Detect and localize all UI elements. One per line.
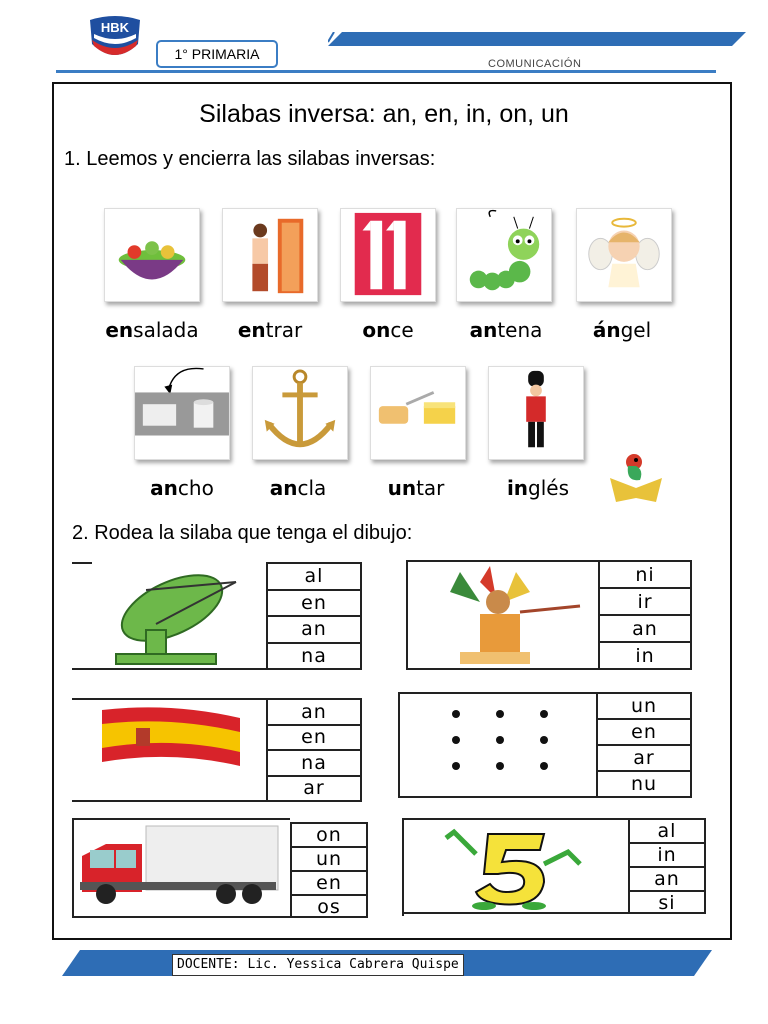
syllable-option[interactable]: en <box>292 872 366 896</box>
word-ancho: ancho <box>150 476 214 500</box>
syllable-table-3 <box>266 698 362 802</box>
frame-line <box>400 796 596 798</box>
number-eleven-icon <box>340 208 436 302</box>
frame-line <box>408 668 598 670</box>
woman-entering-door-icon <box>222 208 318 302</box>
teacher-label: DOCENTE: Lic. Yessica Cabrera Quispe <box>172 954 464 976</box>
syllable-option[interactable]: un <box>292 848 366 872</box>
syllable-option[interactable]: al <box>630 820 704 844</box>
native-chief-icon <box>420 562 586 668</box>
angel-icon <box>576 208 672 302</box>
frame-line <box>398 692 400 798</box>
syllable-option[interactable]: en <box>268 591 360 618</box>
word-entrar: entrar <box>237 318 303 342</box>
frame-line <box>404 818 628 820</box>
syllable-option[interactable]: in <box>630 844 704 868</box>
syllable-table-4 <box>596 692 692 798</box>
subject-label: COMUNICACIÓN <box>488 58 582 70</box>
instruction-2: 2. Rodea la silaba que tenga el dibujo: <box>72 522 413 544</box>
syllable-option[interactable]: en <box>268 726 360 752</box>
word-angel: ángel <box>592 318 652 342</box>
syllable-option[interactable]: nu <box>630 773 658 795</box>
syllable-option[interactable]: al <box>268 564 360 591</box>
syllable-option[interactable]: os <box>317 896 341 918</box>
syllable-table-2 <box>598 560 692 670</box>
wide-rolls-icon <box>134 366 230 460</box>
syllable-option[interactable]: ni <box>600 562 690 589</box>
instruction-1: 1. Leemos y encierra las silabas inversas: <box>64 148 436 170</box>
satellite-dish-icon <box>86 564 256 668</box>
english-guard-icon <box>488 366 584 460</box>
butter-bread-icon <box>370 366 466 460</box>
frame-line <box>404 912 628 914</box>
syllable-option[interactable]: si <box>658 892 676 914</box>
frame-line <box>400 692 596 694</box>
spain-flag-icon <box>96 706 246 770</box>
syllable-option[interactable]: an <box>630 868 704 892</box>
grade-label: 1° PRIMARIA <box>156 40 278 68</box>
syllable-option[interactable]: ar <box>598 746 690 772</box>
parrot-book-icon <box>606 448 666 504</box>
syllable-option[interactable]: na <box>268 751 360 777</box>
anchor-icon <box>252 366 348 460</box>
frame-line <box>72 668 266 670</box>
syllable-option[interactable]: in <box>635 644 655 667</box>
word-untar: untar <box>387 476 445 500</box>
frame-line <box>406 560 408 670</box>
word-ancla: ancla <box>269 476 327 500</box>
syllable-option[interactable]: un <box>598 694 690 720</box>
frame-line <box>72 818 74 918</box>
header-band <box>328 32 746 46</box>
frame-line <box>402 818 404 916</box>
syllable-option[interactable]: on <box>292 824 366 848</box>
caterpillar-icon <box>456 208 552 302</box>
truck-icon <box>76 822 282 912</box>
number-five-icon <box>440 824 590 910</box>
frame-line <box>72 800 268 802</box>
syllable-option[interactable]: an <box>268 617 360 644</box>
syllable-option[interactable]: an <box>600 616 690 643</box>
nine-dots-icon <box>430 700 570 784</box>
school-logo <box>82 10 148 66</box>
syllable-table-1 <box>266 562 362 670</box>
syllable-table-6 <box>628 818 706 914</box>
frame-line <box>72 818 290 820</box>
syllable-table-5 <box>290 822 368 918</box>
syllable-option[interactable]: na <box>301 644 327 667</box>
syllable-option[interactable]: ar <box>303 777 325 800</box>
word-ingles: inglés <box>506 476 570 500</box>
word-antena: antena <box>469 318 543 342</box>
syllable-option[interactable]: en <box>598 720 690 746</box>
word-once: once <box>362 318 414 342</box>
page-title: Silabas inversa: an, en, in, on, un <box>199 100 569 128</box>
syllable-option[interactable]: an <box>268 700 360 726</box>
frame-line <box>72 916 290 918</box>
word-ensalada: ensalada <box>105 318 199 342</box>
header-divider <box>56 70 716 73</box>
logo-text: HBK <box>100 20 130 35</box>
syllable-option[interactable]: ir <box>600 589 690 616</box>
salad-icon <box>104 208 200 302</box>
frame-line <box>72 698 268 700</box>
